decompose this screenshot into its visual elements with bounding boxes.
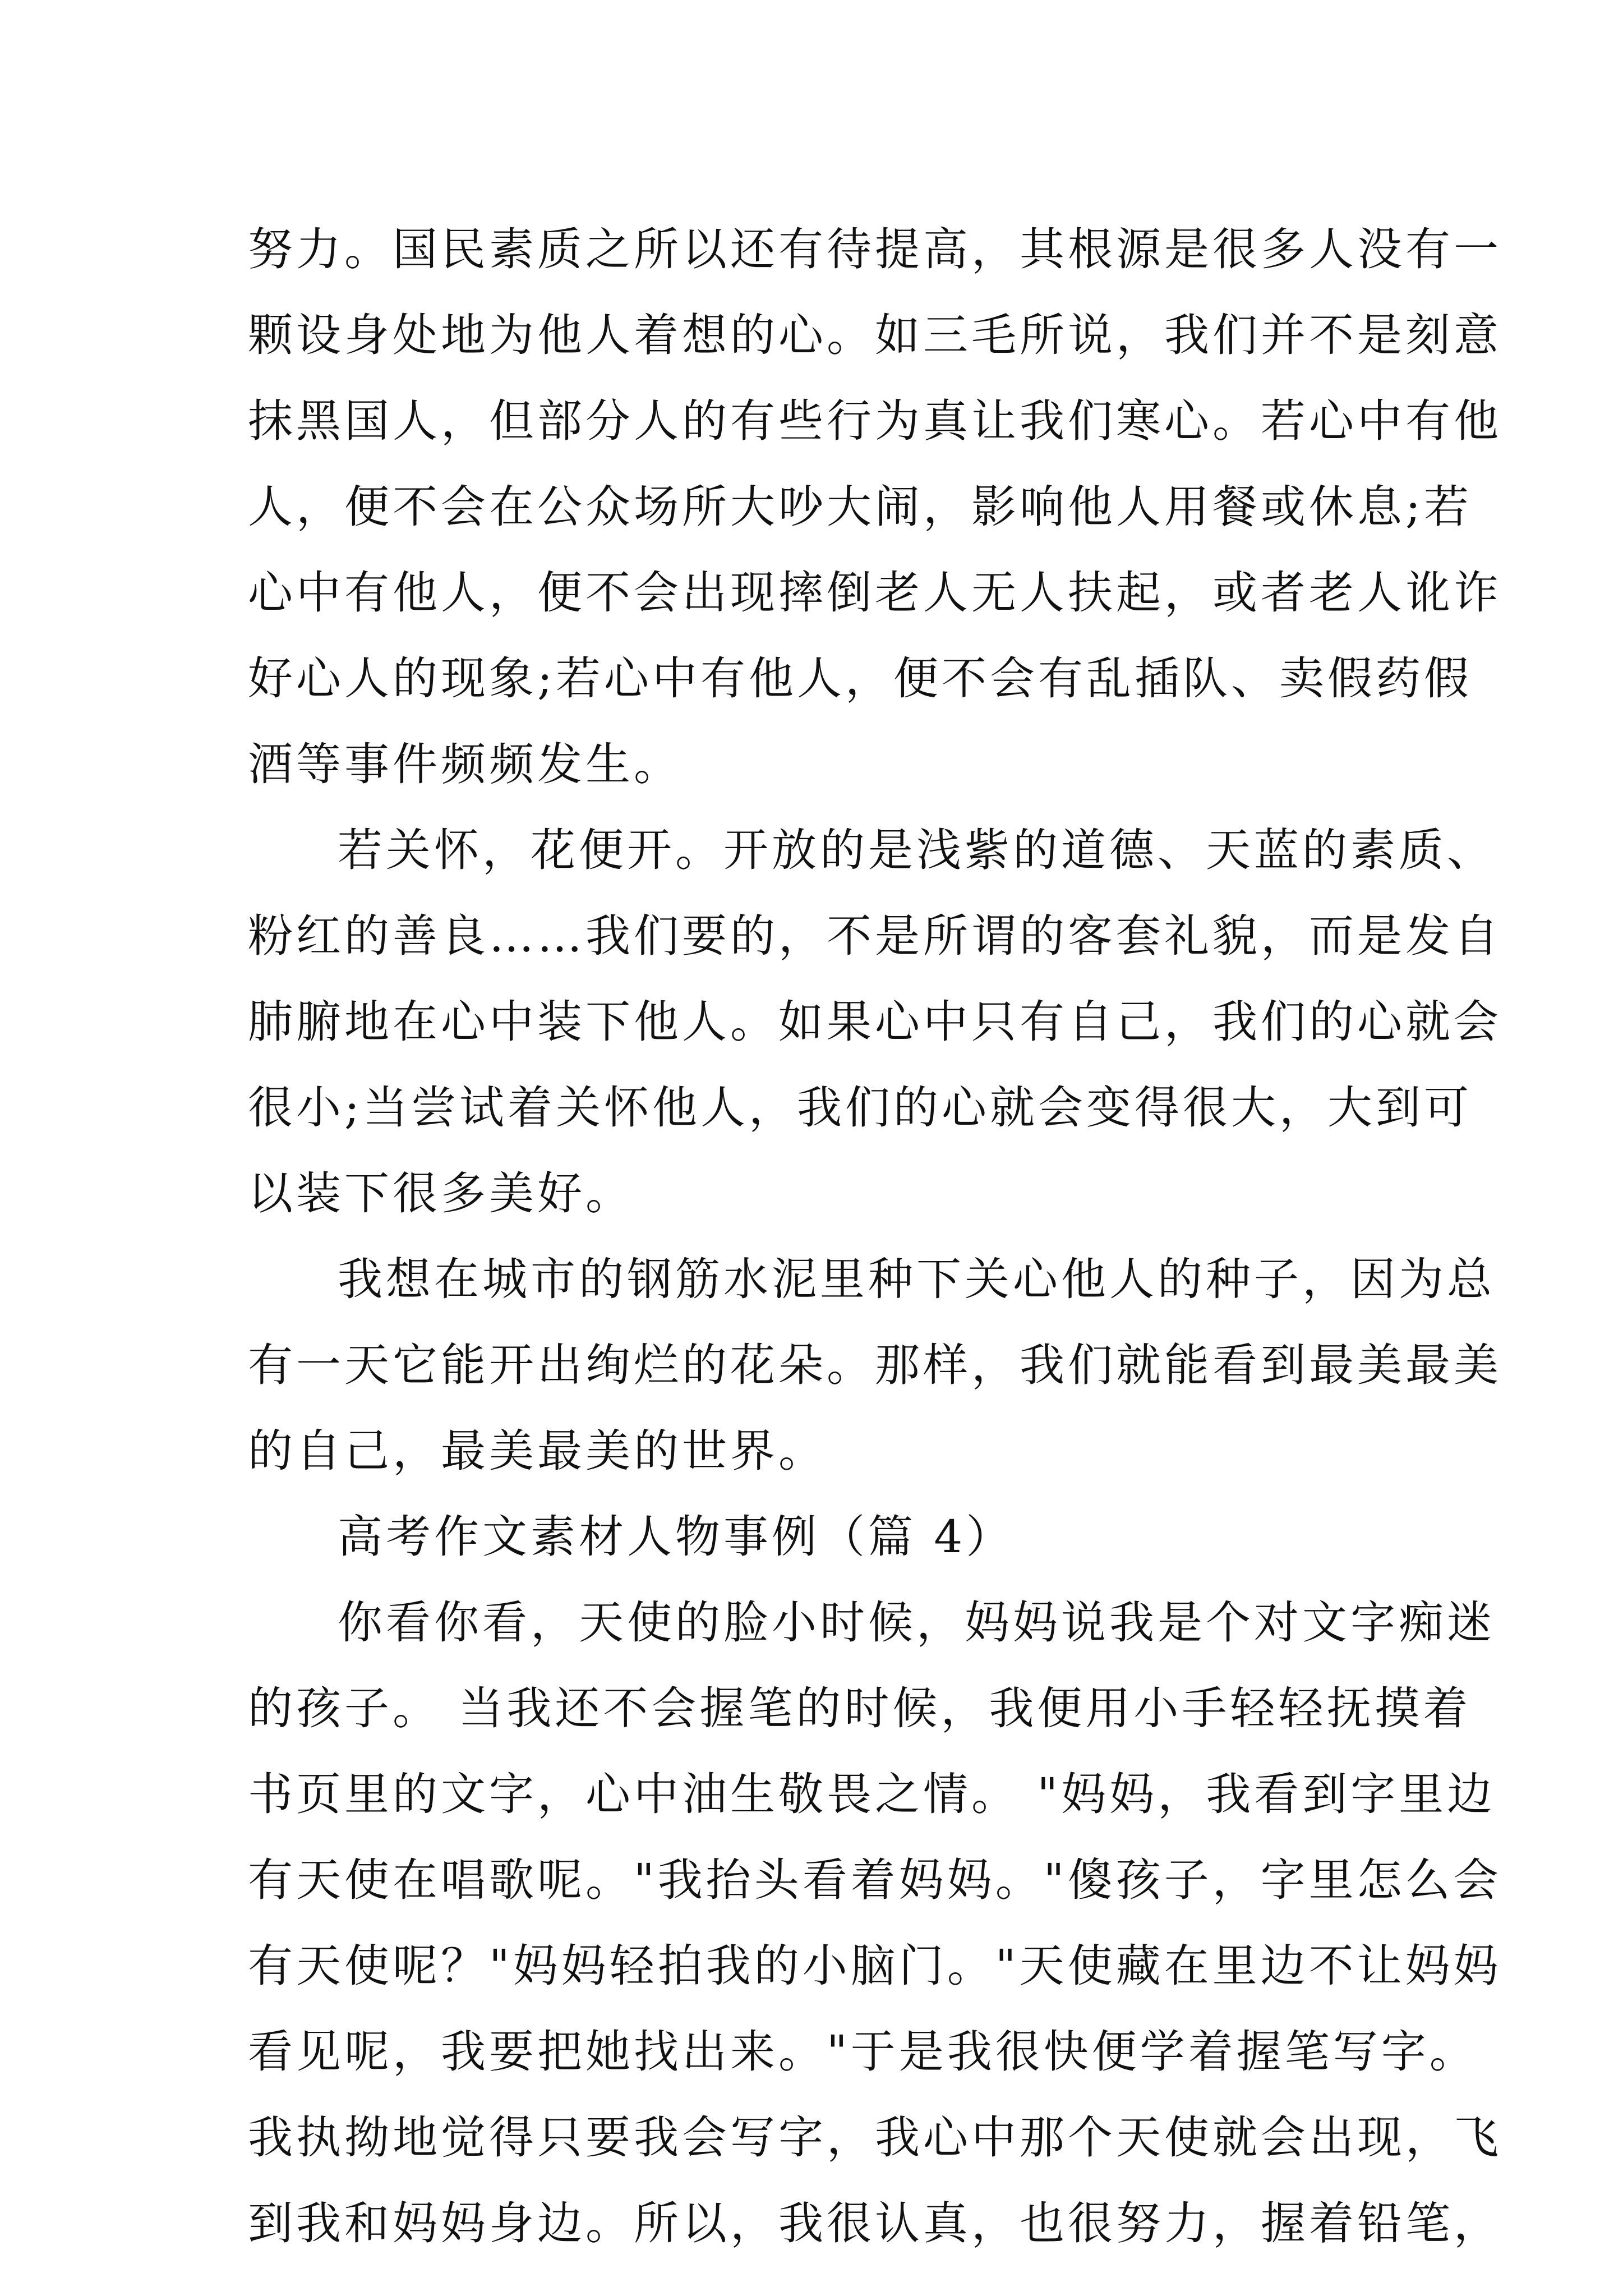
text-line: 很小;当尝试着关怀他人，我们的心就会变得很大，大到可 [248, 1082, 1472, 1134]
text-line: 的自己，最美最美的世界。 [248, 1425, 827, 1477]
text-line: 看见呢，我要把她找出来。"于是我很快便学着握笔写字。 [248, 2026, 1478, 2078]
text-line: 我执拗地觉得只要我会写字，我心中那个天使就会出现，飞 [248, 2111, 1502, 2164]
text-line: 的孩子。 当我还不会握笔的时候，我便用小手轻轻抚摸着 [248, 1682, 1472, 1734]
text-line: 粉红的善良……我们要的，不是所谓的客套礼貌，而是发自 [248, 910, 1502, 962]
text-line: 人，便不会在公众场所大吵大闹，影响他人用餐或休息;若 [248, 481, 1472, 533]
text-line: 好心人的现象;若心中有他人，便不会有乱插队、卖假药假 [248, 652, 1472, 705]
body-text [248, 206, 1502, 2266]
text-line: 抹黑国人，但部分人的有些行为真让我们寒心。若心中有他 [248, 395, 1502, 447]
text-line: 以装下很多美好。 [248, 1167, 634, 1220]
text-line: 高考作文素材人物事例（篇 4） [338, 1511, 1015, 1563]
text-line: 有一天它能开出绚烂的花朵。那样，我们就能看到最美最美 [248, 1339, 1502, 1391]
text-line: 你看你看，天使的脸小时候，妈妈说我是个对文字痴迷 [338, 1596, 1495, 1649]
text-line: 有天使呢？"妈妈轻拍我的小脑门。"天使藏在里边不让妈妈 [248, 1940, 1502, 1992]
text-line: 颗设身处地为他人着想的心。如三毛所说，我们并不是刻意 [248, 309, 1502, 361]
text-line: 努力。国民素质之所以还有待提高，其根源是很多人没有一 [248, 223, 1502, 275]
text-line: 书页里的文字，心中油生敬畏之情。 "妈妈，我看到字里边 [248, 1768, 1496, 1820]
text-line: 有天使在唱歌呢。"我抬头看着妈妈。"傻孩子，字里怎么会 [248, 1854, 1502, 1906]
text-line: 酒等事件频频发生。 [248, 738, 682, 790]
text-line: 我想在城市的钢筋水泥里种下关心他人的种子，因为总 [338, 1253, 1495, 1305]
text-line: 肺腑地在心中装下他人。如果心中只有自己，我们的心就会 [248, 996, 1502, 1048]
text-line: 若关怀，花便开。开放的是浅紫的道德、天蓝的素质、 [338, 824, 1495, 876]
text-line: 心中有他人，便不会出现摔倒老人无人扶起，或者老人讹诈 [248, 567, 1502, 619]
text-line: 到我和妈妈身边。所以，我很认真，也很努力，握着铅笔， [248, 2197, 1502, 2249]
